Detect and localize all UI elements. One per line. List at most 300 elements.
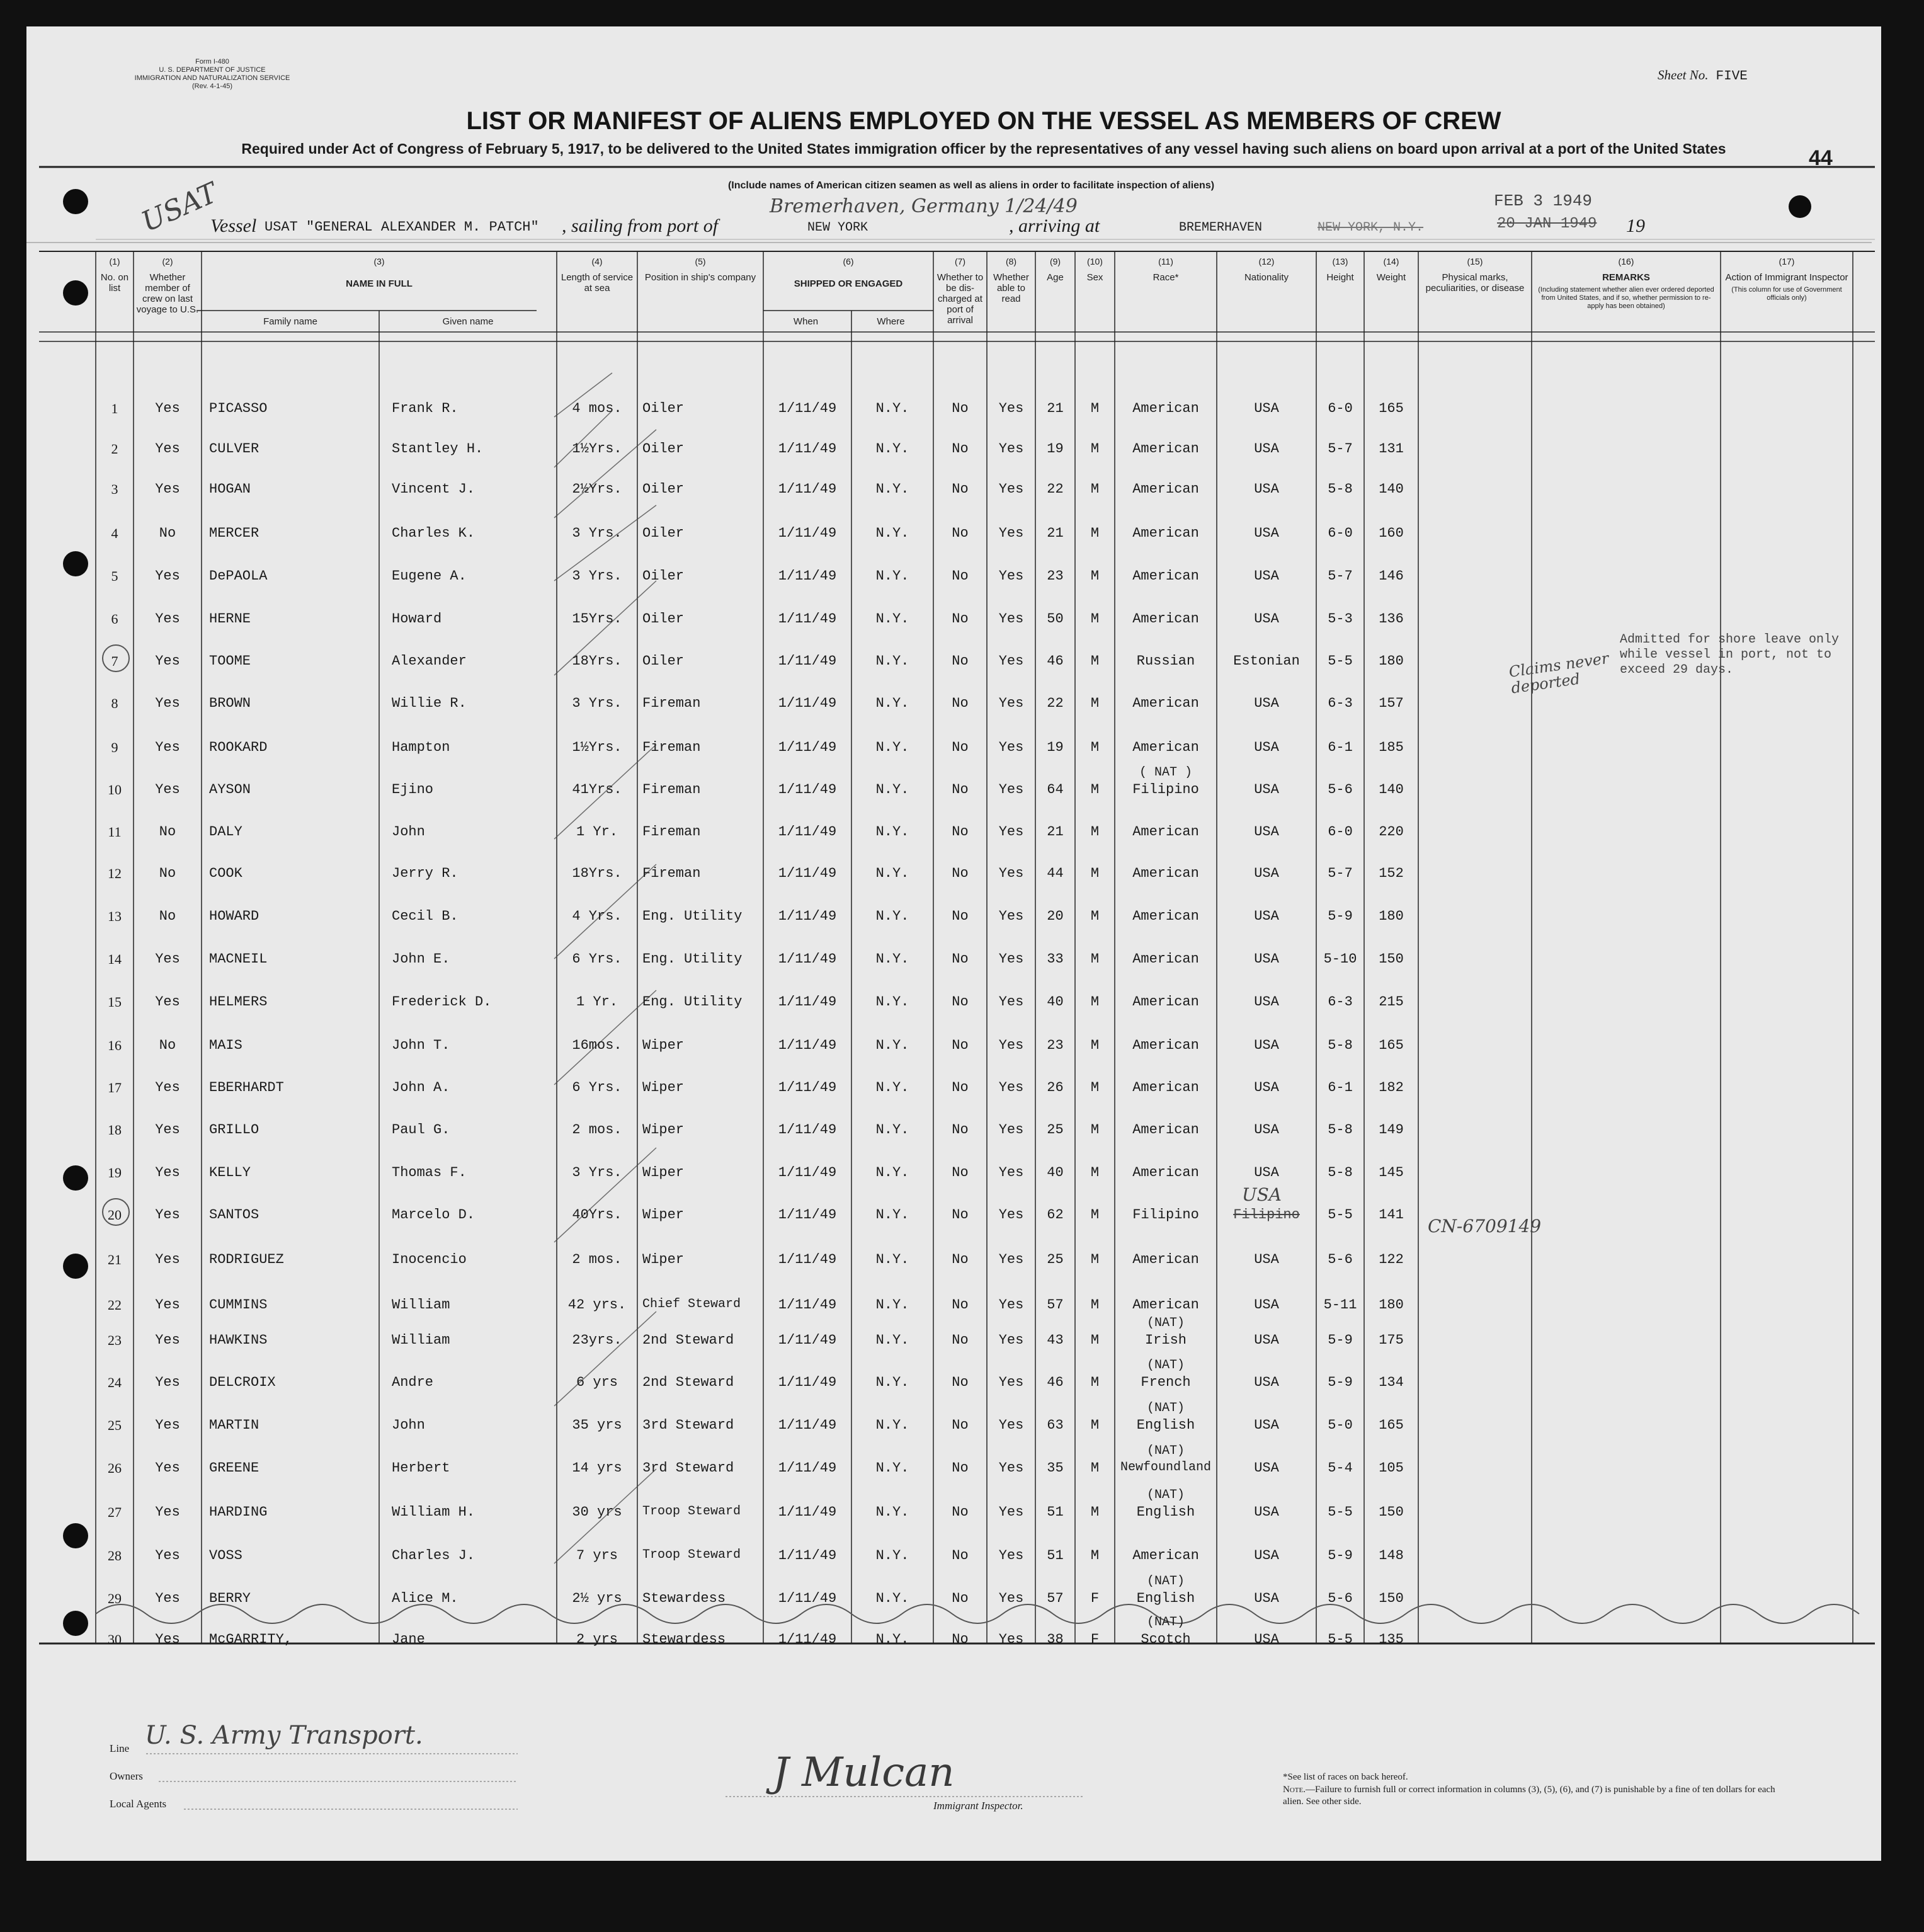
family-name: DELCROIX xyxy=(209,1375,276,1390)
race: American xyxy=(1132,1165,1199,1180)
sex: M xyxy=(1090,1417,1100,1433)
weight: 150 xyxy=(1379,1504,1404,1520)
position: Eng. Utility xyxy=(642,994,743,1010)
age: 19 xyxy=(1047,441,1064,457)
race-note: (NAT) xyxy=(1146,1358,1185,1373)
weight: 165 xyxy=(1379,401,1404,416)
shipped-where: N.Y. xyxy=(875,1417,909,1433)
race: American xyxy=(1132,525,1199,541)
nationality: USA xyxy=(1254,908,1279,924)
age: 62 xyxy=(1047,1207,1064,1223)
able-to-read: Yes xyxy=(998,866,1024,881)
column-header: No. on list xyxy=(100,272,129,294)
able-to-read: Yes xyxy=(998,695,1024,711)
row-number: 16 xyxy=(108,1037,122,1053)
family-name: BERRY xyxy=(209,1591,251,1606)
weight: 180 xyxy=(1379,908,1404,924)
family-name: PICASSO xyxy=(209,401,268,416)
nationality: USA xyxy=(1254,994,1279,1010)
weight: 150 xyxy=(1379,951,1404,967)
marks-hand-row-20: CN-6709149 xyxy=(1428,1216,1542,1237)
punch-hole xyxy=(63,551,88,576)
row-number: 17 xyxy=(108,1080,122,1095)
column-header: Race* xyxy=(1153,272,1179,283)
row-number: 3 xyxy=(111,481,118,497)
given-name: Herbert xyxy=(392,1460,450,1476)
family-name: MARTIN xyxy=(209,1417,259,1433)
last-voyage: Yes xyxy=(155,1591,180,1606)
last-voyage: Yes xyxy=(155,951,180,967)
column-number: (2) xyxy=(162,256,173,266)
sex: M xyxy=(1090,951,1100,967)
race: American xyxy=(1132,401,1199,416)
weight: 180 xyxy=(1379,653,1404,669)
height: 6-0 xyxy=(1328,824,1353,840)
given-name: John T. xyxy=(392,1037,450,1053)
discharged: No xyxy=(952,695,969,711)
nationality: USA xyxy=(1254,1417,1279,1433)
column-subheader: When xyxy=(793,316,819,327)
nationality: USA xyxy=(1254,481,1279,497)
weight: 135 xyxy=(1379,1632,1404,1647)
arriving-at: BREMERHAVEN xyxy=(1179,220,1263,235)
row-number: 12 xyxy=(108,866,122,881)
last-voyage: Yes xyxy=(155,481,180,497)
able-to-read: Yes xyxy=(998,740,1024,755)
shipped-where: N.Y. xyxy=(875,611,909,627)
discharged: No xyxy=(952,1252,969,1267)
column-number: (4) xyxy=(591,256,603,266)
shipped-where: N.Y. xyxy=(875,1297,909,1313)
family-name: EBERHARDT xyxy=(209,1080,284,1095)
position: Wiper xyxy=(642,1080,685,1095)
position: Wiper xyxy=(642,1037,685,1053)
given-name: Ejino xyxy=(392,782,434,797)
nationality: USA xyxy=(1254,1632,1279,1647)
service-length: 2 yrs xyxy=(576,1632,618,1647)
shipped-where: N.Y. xyxy=(875,481,909,497)
service-length: 4 mos. xyxy=(572,401,622,416)
weight: 134 xyxy=(1379,1375,1404,1390)
height: 5-0 xyxy=(1328,1417,1353,1433)
service-name: IMMIGRATION AND NATURALIZATION SERVICE xyxy=(134,74,290,82)
race: American xyxy=(1132,1252,1199,1267)
position: Eng. Utility xyxy=(642,951,743,967)
given-name: Cecil B. xyxy=(392,908,458,924)
shipped-where: N.Y. xyxy=(875,441,909,457)
row-number: 6 xyxy=(111,611,118,627)
family-name: DePAOLA xyxy=(209,568,268,584)
note-text: —Failure to furnish full or correct information in columns (3), (5), (6), and (7) is punishable by a fine of ten dollars for each alien. See other side. xyxy=(1283,1785,1775,1807)
family-name: TOOME xyxy=(209,653,251,669)
nationality: Filipino xyxy=(1233,1207,1300,1223)
shipped-where: N.Y. xyxy=(875,695,909,711)
able-to-read: Yes xyxy=(998,1037,1024,1053)
age: 40 xyxy=(1047,1165,1064,1180)
shipped-where: N.Y. xyxy=(875,1375,909,1390)
race-note: (NAT) xyxy=(1146,1488,1185,1502)
discharged: No xyxy=(952,441,969,457)
age: 63 xyxy=(1047,1417,1064,1433)
line-label: Line xyxy=(110,1742,130,1754)
sex: M xyxy=(1090,1207,1100,1223)
position: Fireman xyxy=(642,695,701,711)
column-subheader: Where xyxy=(877,316,905,327)
race: American xyxy=(1132,481,1199,497)
shipped-when: 1/11/49 xyxy=(778,695,837,711)
nationality: USA xyxy=(1254,1460,1279,1476)
sex: M xyxy=(1090,1375,1100,1390)
column-number: (13) xyxy=(1332,256,1348,266)
column-header: Whether able to read xyxy=(993,272,1029,304)
last-voyage: No xyxy=(159,1037,176,1053)
race: American xyxy=(1132,740,1199,755)
nationality: USA xyxy=(1254,1122,1279,1138)
shipped-when: 1/11/49 xyxy=(778,1252,837,1267)
races-note: *See list of races on back hereof. xyxy=(1283,1772,1408,1782)
service-length: 2½Yrs. xyxy=(572,481,622,497)
service-length: 23yrs. xyxy=(572,1332,622,1348)
able-to-read: Yes xyxy=(998,653,1024,669)
nationality: USA xyxy=(1254,1548,1279,1563)
last-voyage: Yes xyxy=(155,695,180,711)
column-header: SHIPPED OR ENGAGED xyxy=(794,278,903,289)
shipped-when: 1/11/49 xyxy=(778,866,837,881)
given-name: Alice M. xyxy=(392,1591,458,1606)
race: American xyxy=(1132,951,1199,967)
given-name: William xyxy=(392,1332,450,1348)
given-name: Paul G. xyxy=(392,1122,450,1138)
shipped-where: N.Y. xyxy=(875,1165,909,1180)
position: Eng. Utility xyxy=(642,908,743,924)
shipped-where: N.Y. xyxy=(875,866,909,881)
race-note: (NAT) xyxy=(1146,1574,1185,1589)
row-number: 13 xyxy=(108,908,122,924)
sex: M xyxy=(1090,1037,1100,1053)
height: 5-7 xyxy=(1328,441,1353,457)
given-name: William xyxy=(392,1297,450,1313)
family-name: HELMERS xyxy=(209,994,268,1010)
footer-lines xyxy=(26,26,1881,1861)
position: Oiler xyxy=(642,611,685,627)
weight: 145 xyxy=(1379,1165,1404,1180)
last-voyage: Yes xyxy=(155,1165,180,1180)
column-header: REMARKS xyxy=(1602,272,1650,283)
inspector-label: Immigrant Inspector. xyxy=(933,1800,1023,1812)
able-to-read: Yes xyxy=(998,1632,1024,1647)
nationality: USA xyxy=(1254,695,1279,711)
row-number: 28 xyxy=(108,1548,122,1563)
row-number: 10 xyxy=(108,782,122,797)
row-number: 2 xyxy=(111,441,118,457)
race: Scotch xyxy=(1141,1632,1191,1647)
able-to-read: Yes xyxy=(998,782,1024,797)
able-to-read: Yes xyxy=(998,1417,1024,1433)
shipped-where: N.Y. xyxy=(875,525,909,541)
page-number: 44 xyxy=(1809,146,1833,170)
discharged: No xyxy=(952,1297,969,1313)
height: 5-11 xyxy=(1323,1297,1357,1313)
age: 40 xyxy=(1047,994,1064,1010)
row-number: 27 xyxy=(108,1504,122,1520)
sex: M xyxy=(1090,1548,1100,1563)
discharged: No xyxy=(952,908,969,924)
family-name: VOSS xyxy=(209,1548,242,1563)
punch-hole xyxy=(1789,195,1811,218)
last-voyage: Yes xyxy=(155,611,180,627)
last-voyage: Yes xyxy=(155,1252,180,1267)
nationality: USA xyxy=(1254,782,1279,797)
race-note: (NAT) xyxy=(1146,1615,1185,1630)
sex: M xyxy=(1090,653,1100,669)
sailing-from: NEW YORK xyxy=(807,220,868,235)
date-stamp: FEB 3 1949 xyxy=(1494,191,1593,210)
shipped-when: 1/11/49 xyxy=(778,1165,837,1180)
given-name: John xyxy=(392,824,425,840)
family-name: HARDING xyxy=(209,1504,268,1520)
given-name: Howard xyxy=(392,611,442,627)
sailing-label: , sailing from port of xyxy=(562,215,719,236)
last-voyage: Yes xyxy=(155,1375,180,1390)
given-name: Frank R. xyxy=(392,401,458,416)
discharged: No xyxy=(952,1632,969,1647)
remark-row-7: Admitted for shore leave only while vessel in port, not to exceed 29 days. xyxy=(1620,632,1840,677)
age: 23 xyxy=(1047,1037,1064,1053)
column-header: Physical marks, peculiarities, or disease xyxy=(1425,272,1525,294)
column-header: Age xyxy=(1047,272,1064,283)
nationality: USA xyxy=(1254,740,1279,755)
position: Fireman xyxy=(642,740,701,755)
height: 5-6 xyxy=(1328,1252,1353,1267)
column-number: (15) xyxy=(1467,256,1483,266)
last-voyage: No xyxy=(159,866,176,881)
punch-hole xyxy=(63,189,88,214)
remark-hand-row-7: Claims never deported xyxy=(1508,649,1610,697)
row-number: 7 xyxy=(111,653,118,669)
sheet-value: FIVE xyxy=(1716,69,1748,84)
row-number: 24 xyxy=(108,1375,122,1390)
shipped-when: 1/11/49 xyxy=(778,1417,837,1433)
sex: M xyxy=(1090,611,1100,627)
age: 35 xyxy=(1047,1460,1064,1476)
service-length: 41Yrs. xyxy=(572,782,622,797)
race: English xyxy=(1136,1504,1195,1520)
discharged: No xyxy=(952,994,969,1010)
height: 5-9 xyxy=(1328,1548,1353,1563)
height: 5-8 xyxy=(1328,481,1353,497)
given-name: John E. xyxy=(392,951,450,967)
height: 5-4 xyxy=(1328,1460,1353,1476)
nationality-correction: USA xyxy=(1242,1184,1282,1205)
column-header: Position in ship's company xyxy=(644,272,756,283)
weight: 165 xyxy=(1379,1417,1404,1433)
shipped-where: N.Y. xyxy=(875,1037,909,1053)
family-name: COOK xyxy=(209,866,242,881)
discharged: No xyxy=(952,568,969,584)
nationality: USA xyxy=(1254,824,1279,840)
height: 5-5 xyxy=(1328,1632,1353,1647)
column-number: (11) xyxy=(1158,256,1173,266)
service-length: 35 yrs xyxy=(572,1417,622,1433)
manifest-sheet xyxy=(26,26,1881,1861)
last-voyage: No xyxy=(159,908,176,924)
service-length: 2 mos. xyxy=(572,1122,622,1138)
row-number: 14 xyxy=(108,951,122,967)
discharged: No xyxy=(952,1165,969,1180)
sheet-label: Sheet No. xyxy=(1658,67,1709,83)
discharged: No xyxy=(952,481,969,497)
nationality: USA xyxy=(1254,611,1279,627)
service-length: 6 Yrs. xyxy=(572,951,622,967)
height: 5-9 xyxy=(1328,1375,1353,1390)
service-length: 1 Yr. xyxy=(576,994,618,1010)
discharged: No xyxy=(952,525,969,541)
column-number: (1) xyxy=(109,256,120,266)
last-voyage: Yes xyxy=(155,1080,180,1095)
sex: M xyxy=(1090,441,1100,457)
service-length: 16mos. xyxy=(572,1037,622,1053)
vessel-label: Vessel xyxy=(210,215,257,236)
column-number: (9) xyxy=(1049,256,1061,266)
nationality: USA xyxy=(1254,1332,1279,1348)
nationality: USA xyxy=(1254,1165,1279,1180)
shipped-when: 1/11/49 xyxy=(778,1122,837,1138)
weight: 140 xyxy=(1379,782,1404,797)
shipped-when: 1/11/49 xyxy=(778,441,837,457)
age: 64 xyxy=(1047,782,1064,797)
last-voyage: Yes xyxy=(155,1548,180,1563)
column-header: Nationality xyxy=(1244,272,1289,283)
row-number: 30 xyxy=(108,1632,122,1647)
height: 5-6 xyxy=(1328,1591,1353,1606)
age: 51 xyxy=(1047,1504,1064,1520)
discharged: No xyxy=(952,1591,969,1606)
height: 5-9 xyxy=(1328,908,1353,924)
weight: 180 xyxy=(1379,1297,1404,1313)
given-name: Charles J. xyxy=(392,1548,475,1563)
discharged: No xyxy=(952,1460,969,1476)
shipped-when: 1/11/49 xyxy=(778,653,837,669)
family-name: GREENE xyxy=(209,1460,259,1476)
race: American xyxy=(1132,1297,1199,1313)
shipped-where: N.Y. xyxy=(875,908,909,924)
age: 46 xyxy=(1047,1375,1064,1390)
service-length: 2 mos. xyxy=(572,1252,622,1267)
weight: 215 xyxy=(1379,994,1404,1010)
service-length: 18Yrs. xyxy=(572,653,622,669)
row-number: 18 xyxy=(108,1122,122,1138)
given-name: Eugene A. xyxy=(392,568,467,584)
shipped-where: N.Y. xyxy=(875,740,909,755)
given-name: Stantley H. xyxy=(392,441,484,457)
department: U. S. DEPARTMENT OF JUSTICE xyxy=(159,66,266,74)
age: 22 xyxy=(1047,695,1064,711)
column-note: (Including statement whether alien ever ordered deported from United States, and if so, whether permission to re-apply has been obtained) xyxy=(1538,286,1714,310)
shipped-when: 1/11/49 xyxy=(778,1297,837,1313)
discharged: No xyxy=(952,1122,969,1138)
nationality: USA xyxy=(1254,401,1279,416)
weight: 157 xyxy=(1379,695,1404,711)
family-name: CUMMINS xyxy=(209,1297,268,1313)
weight: 185 xyxy=(1379,740,1404,755)
age: 21 xyxy=(1047,824,1064,840)
height: 5-10 xyxy=(1323,951,1357,967)
column-number: (5) xyxy=(695,256,706,266)
note-label: Note. xyxy=(1283,1785,1306,1795)
able-to-read: Yes xyxy=(998,1332,1024,1348)
sex: M xyxy=(1090,401,1100,416)
shipped-where: N.Y. xyxy=(875,994,909,1010)
shipped-where: N.Y. xyxy=(875,653,909,669)
family-name: HERNE xyxy=(209,611,251,627)
position: Stewardess xyxy=(642,1591,726,1606)
race: Filipino xyxy=(1132,782,1199,797)
position: Fireman xyxy=(642,866,701,881)
shipped-where: N.Y. xyxy=(875,1080,909,1095)
height: 5-8 xyxy=(1328,1037,1353,1053)
column-number: (16) xyxy=(1618,256,1634,266)
shipped-when: 1/11/49 xyxy=(778,611,837,627)
race: American xyxy=(1132,1548,1199,1563)
able-to-read: Yes xyxy=(998,824,1024,840)
height: 6-1 xyxy=(1328,740,1353,755)
weight: 105 xyxy=(1379,1460,1404,1476)
nationality: USA xyxy=(1254,1252,1279,1267)
column-number: (12) xyxy=(1258,256,1275,266)
discharged: No xyxy=(952,1548,969,1563)
service-length: 1½Yrs. xyxy=(572,441,622,457)
page-title: LIST OR MANIFEST OF ALIENS EMPLOYED ON THE VESSEL AS MEMBERS OF CREW xyxy=(466,107,1501,135)
able-to-read: Yes xyxy=(998,1460,1024,1476)
discharged: No xyxy=(952,824,969,840)
shipped-when: 1/11/49 xyxy=(778,1460,837,1476)
height: 5-3 xyxy=(1328,611,1353,627)
family-name: HAWKINS xyxy=(209,1332,268,1348)
weight: 149 xyxy=(1379,1122,1404,1138)
sex: M xyxy=(1090,525,1100,541)
able-to-read: Yes xyxy=(998,525,1024,541)
given-name: Charles K. xyxy=(392,525,475,541)
given-name: Vincent J. xyxy=(392,481,475,497)
row-number: 4 xyxy=(111,525,118,541)
nationality: USA xyxy=(1254,866,1279,881)
race: American xyxy=(1132,866,1199,881)
weight: 122 xyxy=(1379,1252,1404,1267)
age: 46 xyxy=(1047,653,1064,669)
row-number: 21 xyxy=(108,1252,122,1267)
row-number: 20 xyxy=(108,1207,122,1223)
given-name: Jane xyxy=(392,1632,425,1647)
shipped-when: 1/11/49 xyxy=(778,401,837,416)
family-name: HOWARD xyxy=(209,908,259,924)
discharged: No xyxy=(952,401,969,416)
height: 6-3 xyxy=(1328,994,1353,1010)
shipped-when: 1/11/49 xyxy=(778,1504,837,1520)
last-voyage: Yes xyxy=(155,1122,180,1138)
position: 2nd Steward xyxy=(642,1375,734,1390)
sex: M xyxy=(1090,1252,1100,1267)
shipped-when: 1/11/49 xyxy=(778,481,837,497)
agents-label: Local Agents xyxy=(110,1798,167,1810)
age: 33 xyxy=(1047,951,1064,967)
sex: M xyxy=(1090,1332,1100,1348)
shipped-when: 1/11/49 xyxy=(778,908,837,924)
race: American xyxy=(1132,908,1199,924)
able-to-read: Yes xyxy=(998,401,1024,416)
row-number: 15 xyxy=(108,994,122,1010)
given-name: Frederick D. xyxy=(392,994,492,1010)
service-length: 1½Yrs. xyxy=(572,740,622,755)
